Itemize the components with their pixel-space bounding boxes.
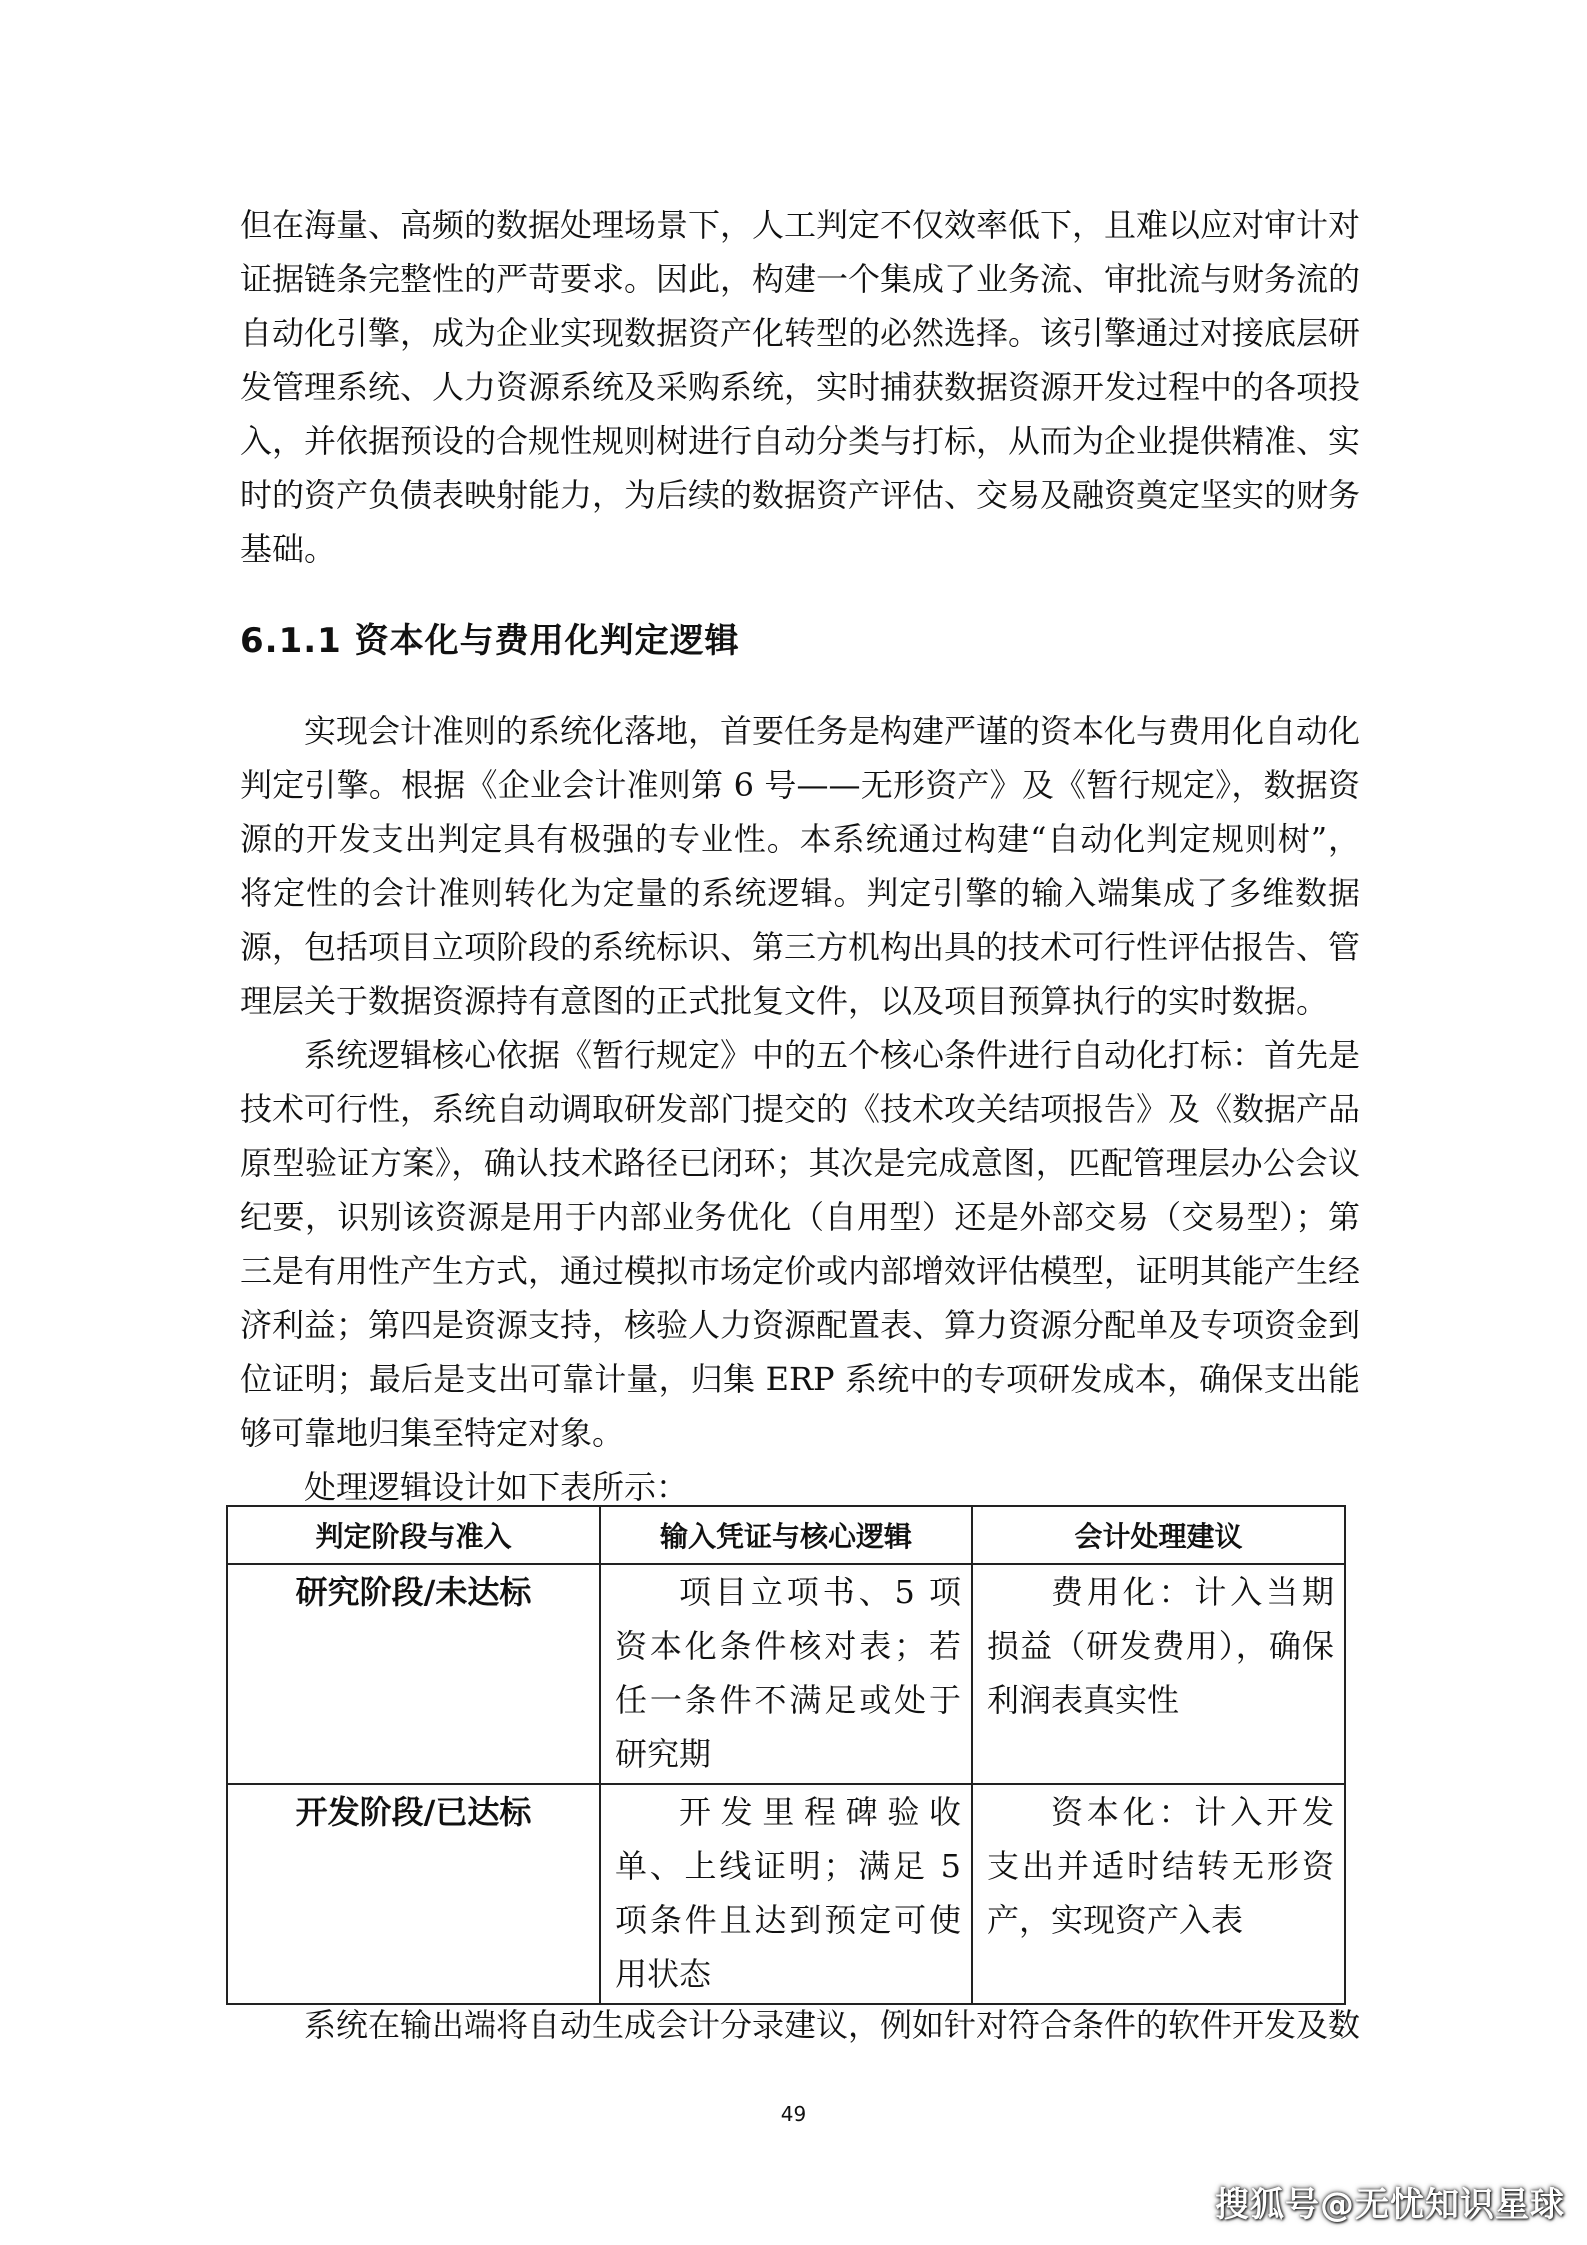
header-input: 输入凭证与核心逻辑 [600,1506,972,1564]
table-intro-paragraph: 处理逻辑设计如下表所示： [304,1468,689,1506]
header-treatment: 会计处理建议 [972,1506,1345,1564]
table-row [227,1564,1345,1784]
body-paragraph-output: 系统在输出端将自动生成会计分录建议，例如针对符合条件的软件开发及数 [304,2006,1361,2044]
body-paragraph-engine: 实现会计准则的系统化落地，首要任务是构建严谨的资本化与费用化自动化判定引擎。根据《企业会计准则第 6 号——无形资产》及《暂行规定》，数据资源的开发支出判定具有极强的专业性。本系统通过构建“自动化判定规则树”，将定性的会计准则转化为定量的系统逻辑。判定引擎的输入端集成了多维数据源，包括项目立项阶段的系统标识、第三方机构出具的技术可行性评估报告、管理层关于数据资源持有意图的正式批复文件，以及项目预算执行的实时数据。 [240,712,1361,1020]
cell-input: 项目立项书、5 项资本化条件核对表；若任一条件不满足或处于研究期 [600,1564,972,1784]
cell-treatment: 资本化：计入开发支出并适时结转无形资产，实现资产入表 [972,1784,1345,2004]
section-heading: 6.1.1 资本化与费用化判定逻辑 [240,621,740,661]
cell-treatment: 费用化：计入当期损益（研发费用），确保利润表真实性 [972,1564,1345,1784]
cell-stage: 研究阶段/未达标 [227,1564,600,1784]
table-header-row [227,1506,1345,1564]
cell-input: 开发里程碑验收单、上线证明；满足 5 项条件且达到预定可使用状态 [600,1784,972,2004]
table-row [227,1784,1345,2004]
decision-logic-table [226,1505,1346,2005]
header-stage: 判定阶段与准入 [227,1506,600,1564]
page-number: 49 [780,2102,807,2126]
watermark-text: 搜狐号@无忧知识星球 [1215,2185,1565,2225]
body-paragraph-intro: 但在海量、高频的数据处理场景下，人工判定不仅效率低下，且难以应对审计对证据链条完整性的严苛要求。因此，构建一个集成了业务流、审批流与财务流的自动化引擎，成为企业实现数据资产化转型的必然选择。该引擎通过对接底层研发管理系统、人力资源系统及采购系统，实时捕获数据资源开发过程中的各项投入，并依据预设的合规性规则树进行自动分类与打标，从而为企业提供精准、实时的资产负债表映射能力，为后续的数据资产评估、交易及融资奠定坚实的财务基础。 [240,206,1361,568]
body-paragraph-conditions: 系统逻辑核心依据《暂行规定》中的五个核心条件进行自动化打标：首先是技术可行性，系统自动调取研发部门提交的《技术攻关结项报告》及《数据产品原型验证方案》，确认技术路径已闭环；其次是完成意图，匹配管理层办公会议纪要，识别该资源是用于内部业务优化（自用型）还是外部交易（交易型）；第三是有用性产生方式，通过模拟市场定价或内部增效评估模型，证明其能产生经济利益；第四是资源支持，核验人力资源配置表、算力资源分配单及专项资金到位证明；最后是支出可靠计量，归集 ERP 系统中的专项研发成本，确保支出能够可靠地归集至特定对象。 [240,1036,1361,1452]
cell-stage: 开发阶段/已达标 [227,1784,600,2004]
